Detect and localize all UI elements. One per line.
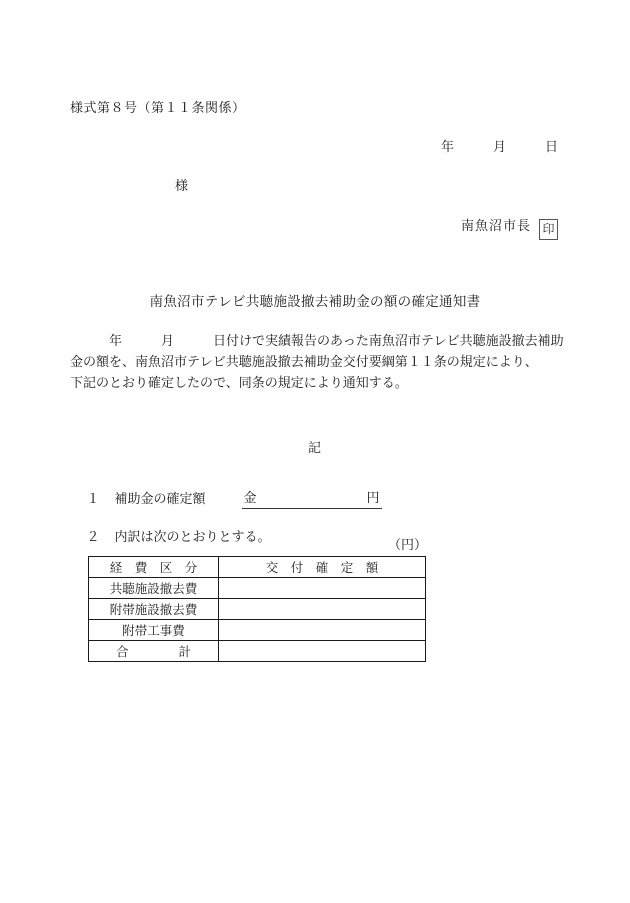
- recipient-honorific: 様: [175, 179, 189, 194]
- row-label-ancillary-removal: 附帯施設撤去費: [89, 599, 219, 620]
- table-row: [89, 578, 426, 599]
- amount-prefix-label: 金: [243, 491, 257, 506]
- amount-suffix-label: 円: [366, 491, 380, 506]
- body-line: 年 月 日付けで実績報告のあった南魚沼市テレビ共聴施設撤去補助: [70, 334, 564, 349]
- issuer-line: [70, 215, 558, 240]
- table-row: [89, 641, 426, 662]
- table-row: [89, 620, 426, 641]
- date-line: 年 月 日: [440, 140, 558, 155]
- item-1-label: 補助金の確定額: [114, 492, 206, 507]
- page-title: 南魚沼市テレビ共聴施設撤去補助金の額の確定通知書: [149, 294, 481, 310]
- breakdown-table-wrapper: [88, 556, 425, 662]
- row-label-total: 合 計: [89, 641, 219, 662]
- column-header-amount: 交 付 確 定 額: [219, 557, 426, 578]
- confirmed-amount-field[interactable]: [242, 488, 382, 509]
- body-line: 下記のとおり確定したので、同条の規定により通知する。: [70, 376, 408, 391]
- row-value-kyocho-removal[interactable]: [219, 578, 426, 599]
- column-header-category: 経 費 区 分: [89, 557, 219, 578]
- row-label-kyocho-removal: 共聴施設撤去費: [89, 578, 219, 599]
- issuer-name: 南魚沼市長: [460, 219, 531, 234]
- row-value-ancillary-works[interactable]: [219, 620, 426, 641]
- form-number: 様式第８号（第１１条関係）: [70, 101, 246, 116]
- breakdown-table: [88, 556, 426, 662]
- ki-marker: 記: [307, 441, 322, 456]
- body-paragraph: [70, 331, 562, 394]
- seal-stamp-box: 印: [539, 219, 558, 240]
- row-label-ancillary-works: 附帯工事費: [89, 620, 219, 641]
- table-row: [89, 599, 426, 620]
- item-1-number: １: [86, 492, 100, 507]
- row-value-ancillary-removal[interactable]: [219, 599, 426, 620]
- row-value-total[interactable]: [219, 641, 426, 662]
- item-2-number: ２: [86, 530, 100, 545]
- currency-unit-note: （円）: [387, 538, 427, 553]
- body-line: 金の額を、南魚沼市テレビ共聴施設撤去補助金交付要綱第１１条の規定により、: [70, 355, 538, 370]
- table-header-row: [89, 557, 426, 578]
- item-2-label: 内訳は次のとおりとする。: [114, 530, 271, 545]
